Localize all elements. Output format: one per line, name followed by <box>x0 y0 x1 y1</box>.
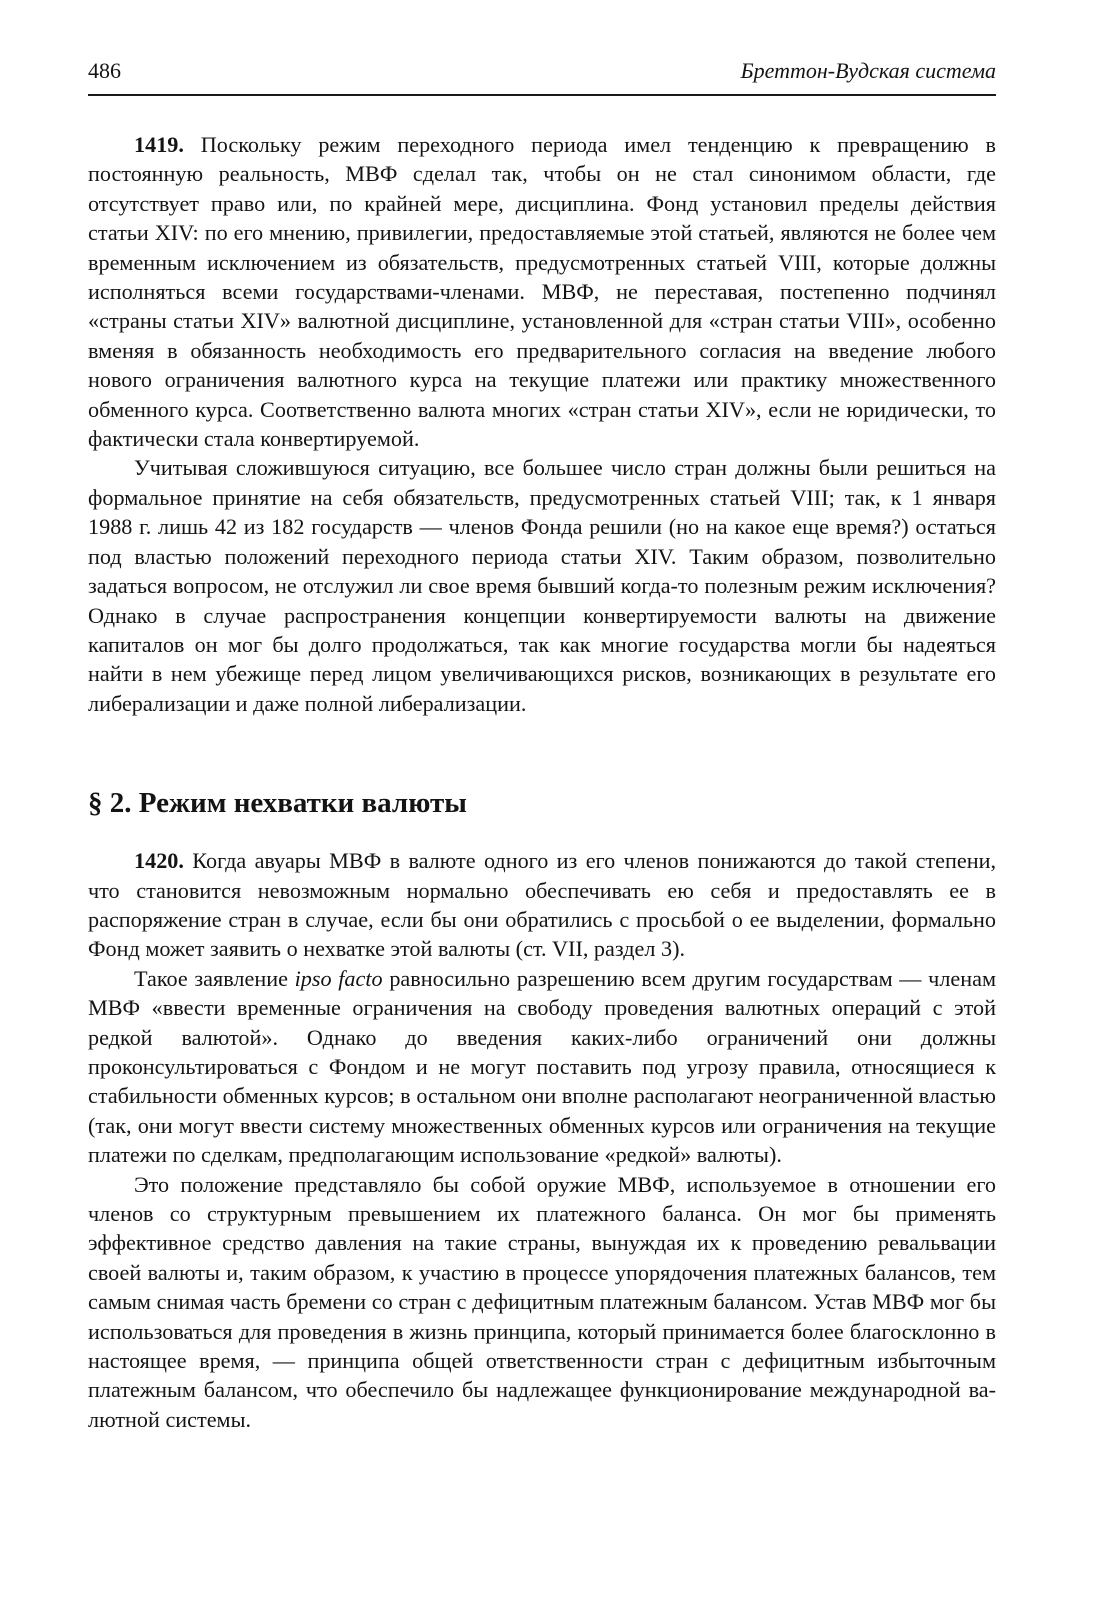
section-1-text <box>88 130 996 1434</box>
paragraph: Учитывая сложившуюся ситуацию, все большее число стран должны были решиться на формальное принятие на себя обязательств, предусмотренных статьей VIII; так, к 1 января 1988 г. лишь 42 из 182 государств — членов Фонда решили (но на какое еще время?) остаться под властью положений переходного периода статьи XIV. Таким образом, позволительно задаться вопросом, не отслужил ли свое время бывший когда-то полезным режим исключения? Однако в случае распространения концепции конвертируемости валюты на движение капиталов он мог бы долго продолжаться, так как многие государства могли бы надеяться найти в нем убежище перед лицом увеличивающихся рисков, возникающих в результате его либерализации и даже полной либерализации. <box>88 455 996 716</box>
paragraph-1419 <box>88 130 996 453</box>
paragraph-number: 1419. <box>134 132 184 157</box>
paragraph-1420 <box>88 846 996 964</box>
page-number: 486 <box>88 58 121 83</box>
paragraph-text: Такое заявление <box>134 965 295 991</box>
latin-phrase: ipso facto <box>294 965 383 991</box>
paragraph-number: 1420. <box>134 848 184 874</box>
book-page <box>88 58 996 1434</box>
paragraph-text: равносильно разрешению всем другим государствам — членам МВФ «ввести временные ограничения на свободу проведения валютных операций с этой редкой валютой». Однако до введения каких-либо ограничений они должны проконсультироваться с Фондом и не могут поставить под угрозу правила, относящиеся к стабильности обменных курсов; в остальном они вполне располагают неограниченной властью (так, они могут ввести систему множественных обменных курсов или ограничения на текущие платежи по сделкам, предполагающим использование «редкой» валюты). <box>88 965 997 1168</box>
section-2-text <box>88 846 996 1434</box>
running-title: Бреттон-Вудская система <box>740 58 996 83</box>
section-heading: § 2. Режим нехватки валюты <box>88 787 467 820</box>
running-head <box>88 58 996 96</box>
paragraph-text: Поскольку режим переходного периода имел тенденцию к превращению в постоянную реальность, МВФ сделал так, чтобы он не стал синонимом области, где отсутствует право или, по крайней мере, дисциплина. Фонд установил пределы действия статьи XIV: по его мнению, привилегии, предоставляемые этой статьей, являются не более чем временным исключением из обязательств, предусмотренных статьей VIII, которые должны исполняться всеми государствами-членами. МВФ, не переставая, постепенно подчинял «страны статьи XIV» валютной дисциплине, установленной для «стран статьи VIII», особенно вменяя в обязанность необходимость его предварительного согласия на введение любого нового ограничения валютного курса на текущие платежи или практику множественного обменного курса. Соответственно валюта многих «стран статьи XIV», если не юридически, то фактически стала конвертируемой. <box>88 132 996 452</box>
paragraph-text: Когда авуары МВФ в валюте одного из его членов понижаются до такой степени, что становится невозможным нормально обеспечивать ею себя и предоставлять ее в распоряжение стран в случае, если бы они обратились с просьбой о ее выделении, формально Фонд может заявить о нехватке этой валюты (ст. VII, раздел 3). <box>88 848 996 962</box>
paragraph <box>88 964 996 1170</box>
paragraph: Это положение представляло бы собой оружие МВФ, используемое в отношении его членов со структурным превышением их платежного баланса. Он мог бы применять эффективное средство давления на такие страны, вынуждая их к проведению ревальвации своей валюты и, таким образом, к участию в процессе упорядочения платежных балансов, тем самым снимая часть бремени со стран с дефицитным платежным балансом. Устав МВФ мог бы использоваться для проведения в жизнь принципа, который принимается более благосклонно в настоящее время, — принципа общей ответственности стран с дефицитным избыточным платежным балансом, что обеспечило бы надлежащее функционирование международной валютной системы. <box>88 1171 996 1432</box>
